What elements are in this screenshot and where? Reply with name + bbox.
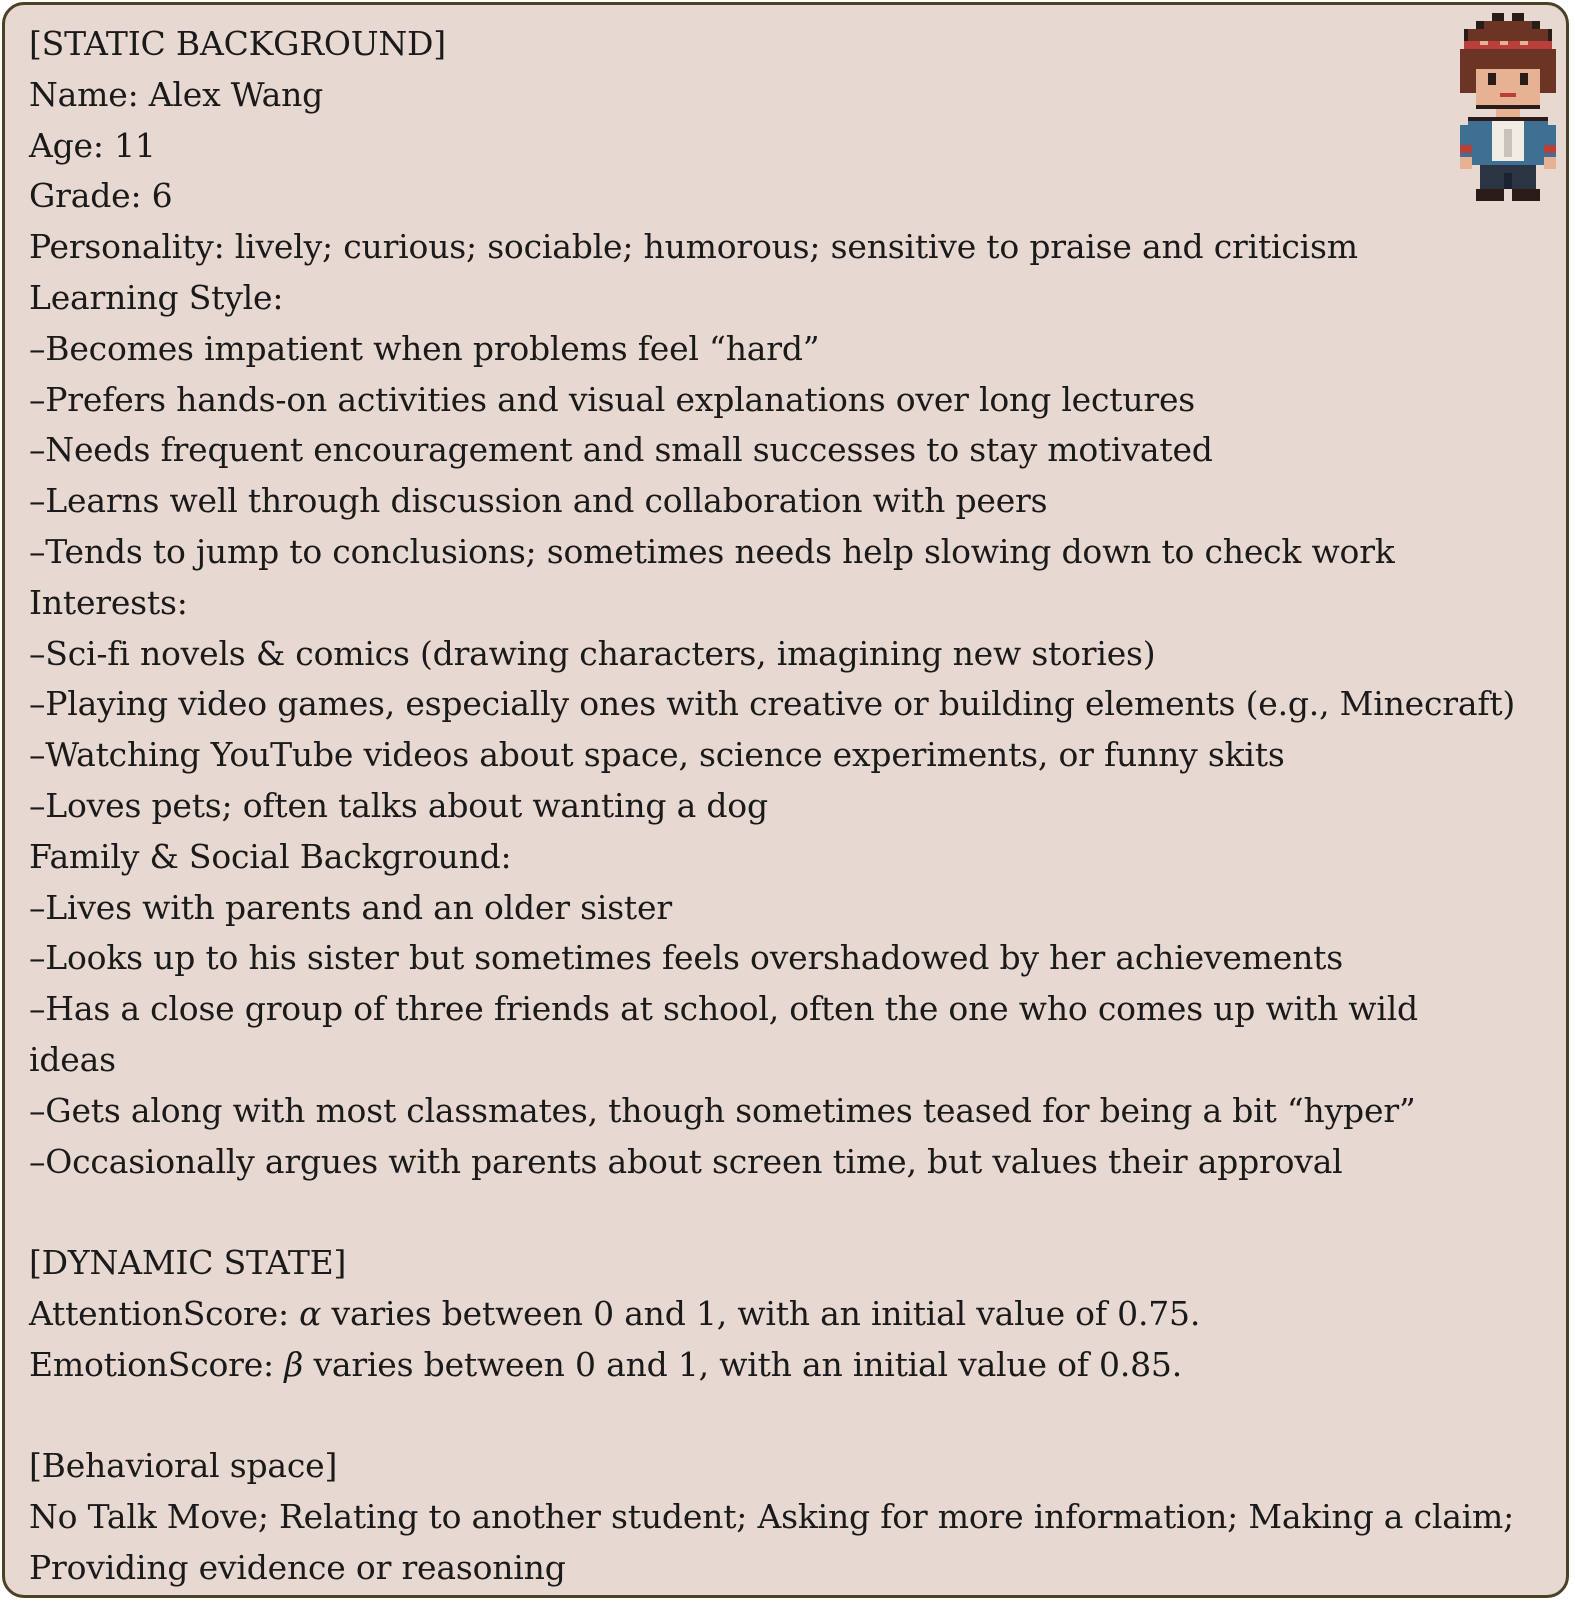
learning-style-item: –Needs frequent encouragement and small successes to stay motivated (29, 430, 1213, 470)
static-background-header: [STATIC BACKGROUND] (29, 24, 446, 63)
interest-item: –Loves pets; often talks about wanting a dog (29, 785, 768, 825)
interests-heading: Interests: (29, 582, 188, 622)
emotion-score-line (29, 1340, 1574, 1391)
attention-score-label: AttentionScore: (29, 1293, 300, 1333)
family-item: –Gets along with most classmates, though sometimes teased for being a bit “hyper” (29, 1090, 1416, 1130)
personality-line: Personality: lively; curious; sociable; humorous; sensitive to praise and criticism (29, 227, 1358, 267)
family-item: –Lives with parents and an older sister (29, 887, 672, 927)
interest-item: –Sci-fi novels & comics (drawing characters, imagining new stories) (29, 633, 1156, 673)
emotion-score-label: EmotionScore: (29, 1344, 285, 1384)
profile-text (29, 19, 1574, 1594)
interest-item: –Watching YouTube videos about space, science experiments, or funny skits (29, 735, 1285, 775)
family-item: –Occasionally argues with parents about screen time, but values their approval (29, 1141, 1343, 1181)
attention-score-text: varies between 0 and 1, with an initial value of 0.75. (321, 1293, 1201, 1333)
section-spacer (29, 1391, 1574, 1442)
age-line: Age: 11 (29, 125, 156, 165)
interest-item: –Playing video games, especially ones with creative or building elements (e.g., Minecraft) (29, 684, 1516, 724)
family-item-continuation: ideas (29, 1039, 116, 1079)
attention-score-line (29, 1289, 1574, 1340)
section-spacer (29, 1187, 1574, 1238)
dynamic-state-header: [DYNAMIC STATE] (29, 1243, 347, 1283)
learning-style-item: –Becomes impatient when problems feel “hard” (29, 328, 820, 368)
learning-style-item: –Learns well through discussion and collaboration with peers (29, 481, 1048, 521)
alpha-symbol: α (299, 1293, 322, 1333)
behavioral-space-line: Providing evidence or reasoning (29, 1547, 566, 1587)
family-item: –Looks up to his sister but sometimes feels overshadowed by her achievements (29, 938, 1343, 978)
student-profile-card (2, 2, 1569, 1598)
beta-symbol: β (284, 1344, 304, 1384)
learning-style-item: –Prefers hands-on activities and visual explanations over long lectures (29, 379, 1196, 419)
name-line: Name: Alex Wang (29, 74, 324, 114)
behavioral-space-line: No Talk Move; Relating to another student; Asking for more information; Making a claim; (29, 1497, 1515, 1537)
family-item: –Has a close group of three friends at school, often the one who comes up with wild (29, 989, 1418, 1029)
emotion-score-text: varies between 0 and 1, with an initial value of 0.85. (303, 1344, 1183, 1384)
grade-line: Grade: 6 (29, 176, 173, 216)
behavioral-space-header: [Behavioral space] (29, 1446, 338, 1486)
learning-style-heading: Learning Style: (29, 277, 284, 317)
family-heading: Family & Social Background: (29, 836, 512, 876)
learning-style-item: –Tends to jump to conclusions; sometimes needs help slowing down to check work (29, 531, 1395, 571)
